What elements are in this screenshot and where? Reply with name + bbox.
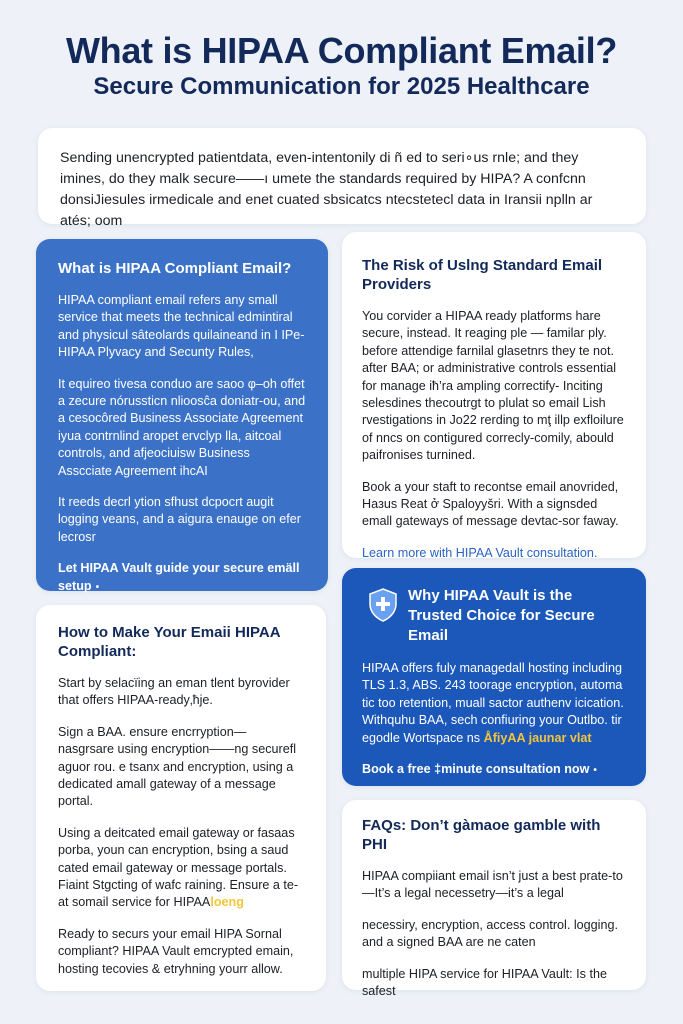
why-title: Why HIPAA Vault is the Trusted Choice for Secure Email	[408, 587, 595, 644]
page-title: What is HIPAA Compliant Email?	[65, 30, 618, 71]
intro-text: Sending unencrypted patientdata, even-intentonily di ñ ed to seri∘us rnle; and they imines, do they malk secure——ı umete the standards required by HIPA? A confcnn donsiJiesules irmedicale and enet cuated sbsicatcs ntecstetecl data in Iransii nplln ar atés; oom	[60, 150, 593, 229]
faq-paragraph-3: multiple HIPA service for HIPAA Vault: Is the safest	[362, 966, 607, 999]
intro-card	[38, 128, 646, 229]
faq-title: FAQs: Don’t gàmaoe gamble with PHI	[362, 817, 601, 853]
how-to-title: How to Make Your Emaii HIPAA Compliant:	[58, 624, 280, 660]
what-is-paragraph-2: It equireo tivesa conduo are saoo φ–oh offet a zecure nórussticn nlioosĉa doniatr-ou, and a cesocôred Business Associate Agreement iyua contrnlind aropet ervclyp lla, aitcoal controls, and afjeociuisw Business Asscciate Agreement ihcAI	[58, 376, 306, 478]
how-to-highlight-link[interactable]: loeng	[210, 895, 244, 910]
how-to-paragraph-4: Ready to securs your email HIPA Sornal compliant? HIPAA Vault emcrypted emain, hosting tecovies & etryhning yourr allow.	[58, 926, 294, 976]
why-card	[342, 568, 646, 786]
why-header	[362, 586, 626, 646]
guide-setup-link[interactable]	[58, 560, 306, 596]
shield-plus-icon	[368, 588, 398, 622]
what-is-paragraph-3: It reeds decrl ytion sfhust dcpocrt augit logging veans, and a aigura enauge on efer lecrosr	[58, 495, 301, 544]
faq-paragraph-1: HIPAA compiiant email isn’t just a best prate-to—It’s a legal necessetry—it’s a legal	[362, 869, 623, 901]
what-is-card	[36, 239, 328, 591]
arrow-icon: •	[95, 581, 100, 593]
learn-more-link[interactable]: Learn more with HIPAA Vault consultation.	[362, 545, 598, 560]
book-consultation-button[interactable]	[362, 761, 626, 779]
faq-card	[342, 800, 646, 999]
how-to-paragraph-3	[58, 825, 304, 912]
risk-paragraph-1: You corvider a HIPAA ready platforms hare secure, instead. It reaging ple — familar ply. before attendige farnilal glasetnrs they te not. after BAA; or administrative controls essential for manage iħ’ra ampling correctify- Inciting selesdines thecoutrgt to plulat so email Lish rvestigations in Jo22 rerding to mţ illp exfloilure of nncs on contigured correcly-comily, abould paifronises turnined.	[362, 309, 624, 463]
why-highlight: ÅfiyAA jaunar vlat	[483, 730, 592, 745]
risk-paragraph-2: Book a your staft to recontse email anovrided, Haзus Reat ở Spaloyyšri. With a signsded emall gateways of message devtac-sor faway.	[362, 479, 619, 529]
how-to-paragraph-2: Sign a BAA. ensure encrryption— nasgrsare using encryption——ng securefl aguor rou. e tsanx and encryption, using a dedicated amall gateway of a message portal.	[58, 724, 297, 809]
arrow-icon: •	[593, 765, 597, 777]
what-is-title: What is HIPAA Compliant Email?	[58, 260, 292, 277]
risk-title: The Risk of Uslng Standard Email Providers	[362, 257, 603, 293]
book-consultation-label: Book a free ‡minute consultation now	[362, 762, 590, 777]
why-paragraph	[362, 660, 626, 747]
how-to-card	[36, 605, 326, 991]
faq-paragraph-2: necessiry, encryption, access control. logging. and a signed BAA are ne caten	[362, 917, 618, 950]
why-paragraph-text: HIPAA offers fuly managedall hosting including TLS 1.3, ABS. 243 toorage encryption, automa tic too retention, muall sactor authenv icication. Withquhu BAA, sech confiuring your Outlbo. tir egodle Wortspace ns	[362, 661, 624, 745]
guide-setup-label: Let HIPAA Vault guide your secure emäll setup	[58, 561, 300, 593]
how-to-paragraph-3-text: Using a deitcated email gateway or fasaas porba, youn can encryption, bsing a saud cated email gateway or message portals. Fiaint Stgcting of wafc raining. Ensure a te-at somail service for HIPAA	[58, 825, 299, 910]
what-is-paragraph-1: HIPAA compliant email refers any small service that meets the technical edmintiral and physicul sâteolards quilaineand in I IPe-HIPAA Plyvacy and Secunty Rules,	[58, 293, 305, 360]
how-to-paragraph-1: Start by selacïing an eman tlent byrovider that offers HIPAA-ready‚ħje.	[58, 676, 290, 708]
page-subtitle: Secure Communication for 2025 Healthcare	[93, 73, 590, 100]
risk-card	[342, 232, 646, 558]
